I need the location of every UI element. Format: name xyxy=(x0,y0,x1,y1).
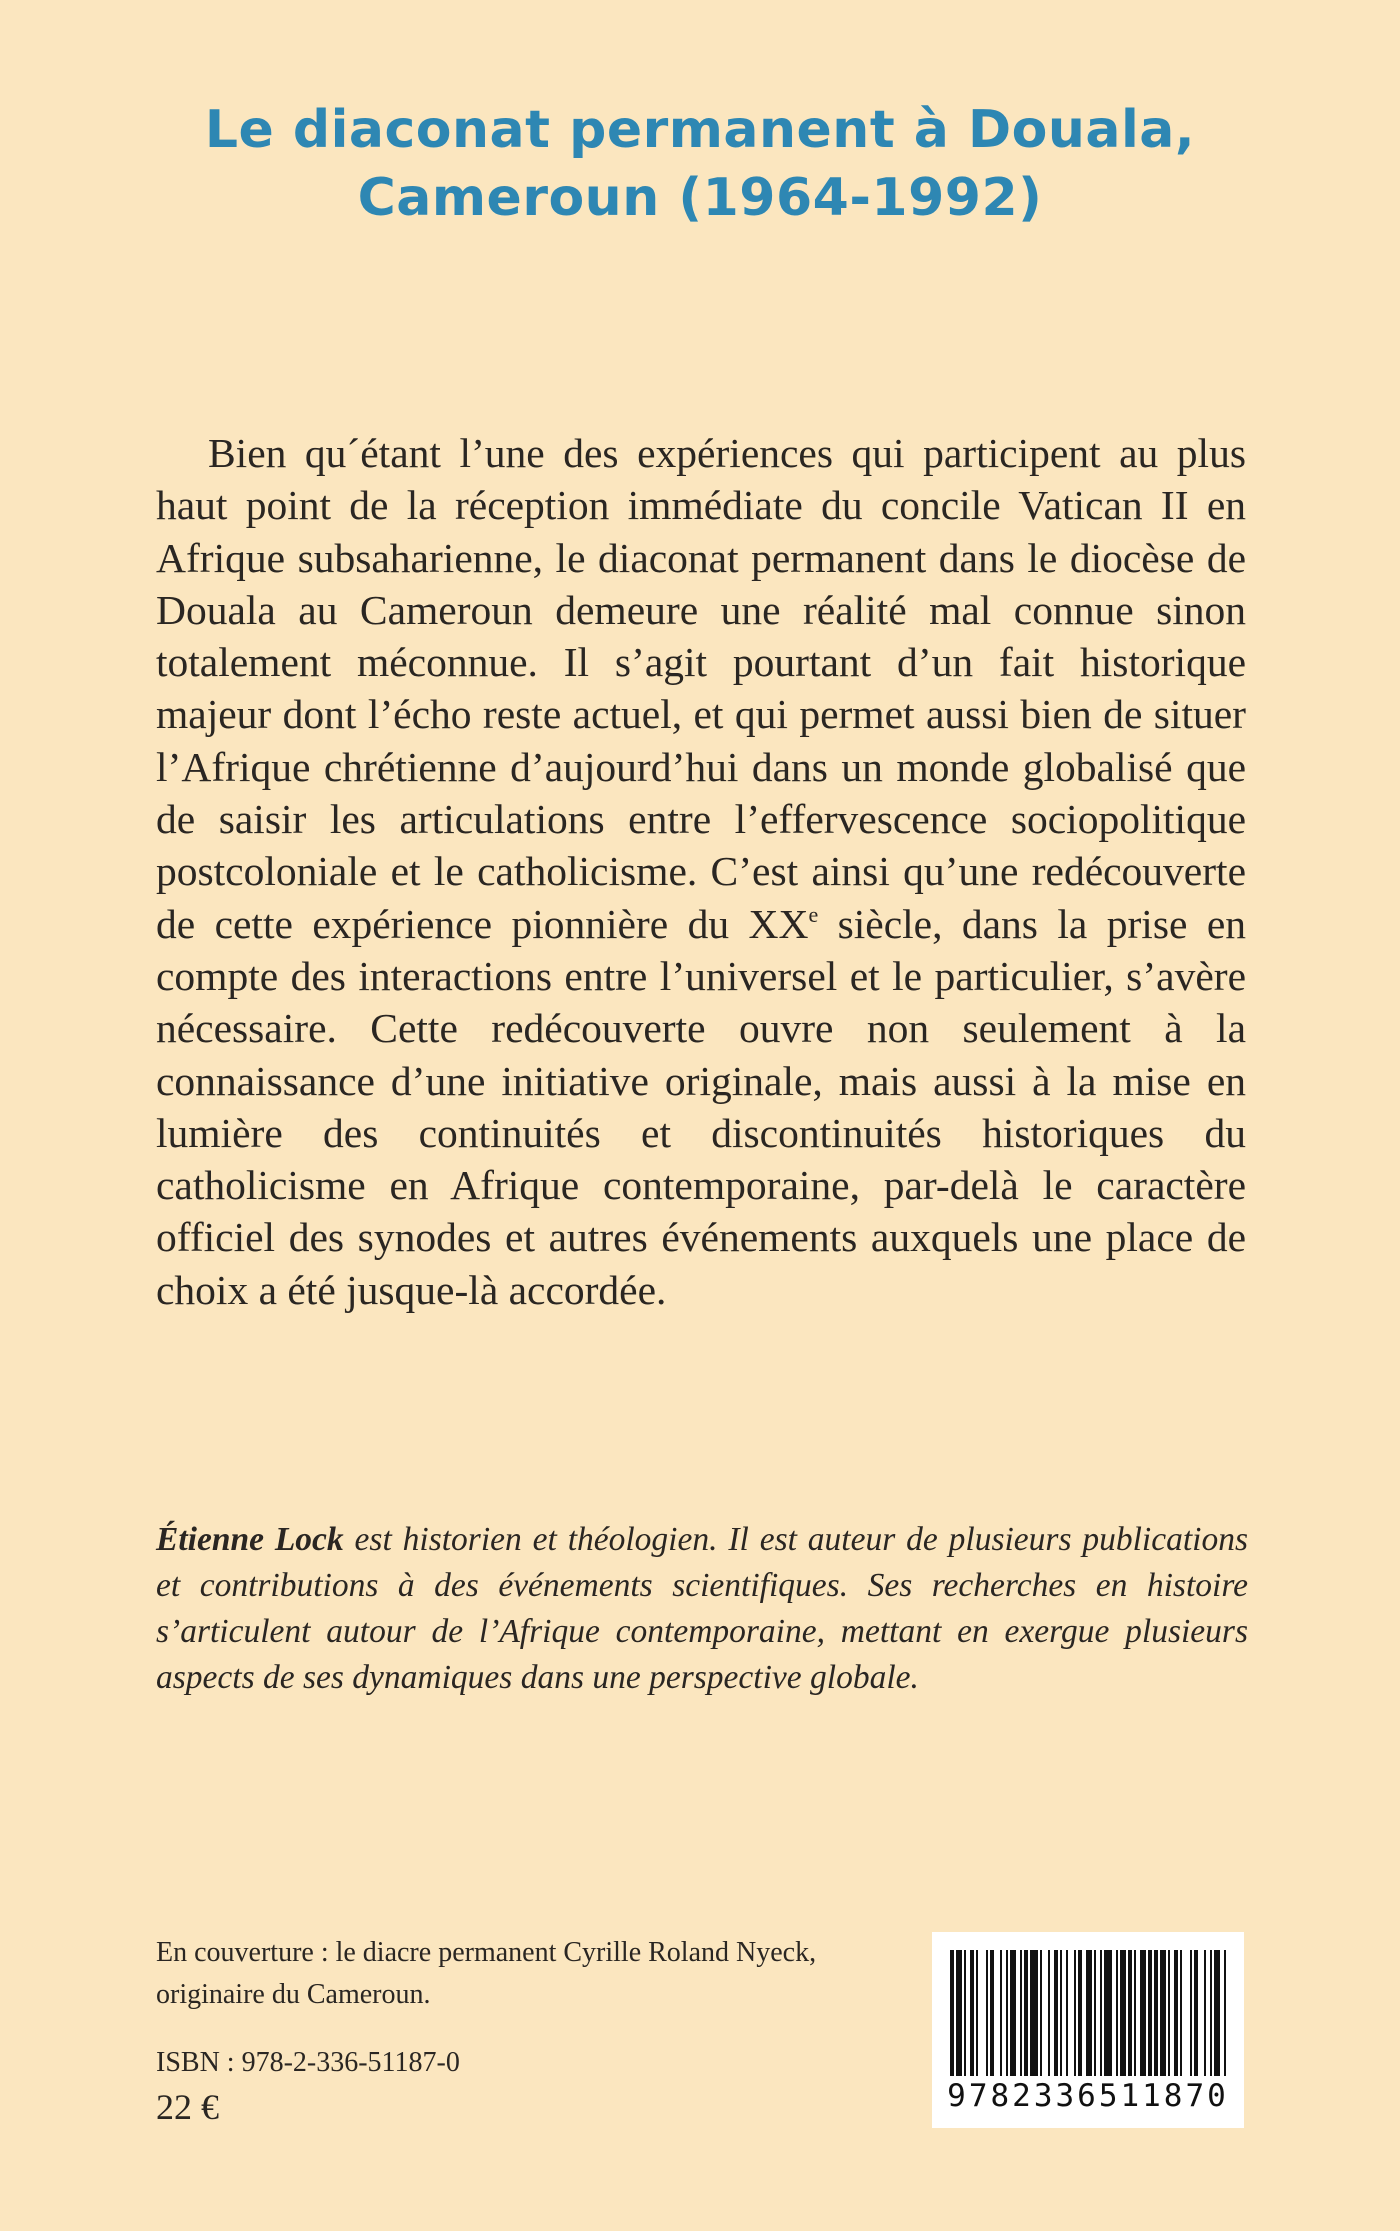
book-title-line-1: Le diaconat permanent à Douala, xyxy=(204,100,1196,160)
back-cover-blurb xyxy=(156,427,1246,1316)
price-text: 22 € xyxy=(156,2087,219,2127)
barcode xyxy=(932,1932,1244,2128)
isbn-text: ISBN : 978-2-336-51187-0 xyxy=(156,2047,460,2078)
cover-credit-line-2: originaire du Cameroun. xyxy=(156,1979,431,2010)
barcode-bars xyxy=(946,1950,1230,2082)
blurb-text-part-2: siècle, dans la prise en compte des interactions entre l’universel et le particulier, s’avère nécessaire. Cette redécouverte ouvre non seulement à la connaissance d’une initiative originale, mais aussi à la mise en lumière des continuités et discontinuités historiques du catholicisme en Afrique contemporaine, par-delà le caractère officiel des synodes et autres événements auxquels une place de choix a été jusque-là accordée. xyxy=(156,900,1246,1313)
blurb-superscript: e xyxy=(808,901,819,927)
blurb-text-part-1: Bien qu´étant l’une des expériences qui participent au plus haut point de la réception immédiate du concile Vatican II en Afrique subsaharienne, le diaconat permanent dans le diocèse de Douala au Cameroun demeure une réalité mal connue sinon totalement méconnue. Il s’agit pourtant d’un fait historique majeur dont l’écho reste actuel, et qui permet aussi bien de situer l’Afrique chrétienne d’aujourd’hui dans un monde globalisé que de saisir les articulations entre l’effervescence sociopolitique postcoloniale et le catholicisme. C’est ainsi qu’une redécouverte de cette expérience pionnière du XX xyxy=(156,430,1246,947)
author-bio xyxy=(156,1517,1248,1701)
cover-credit-line-1: En couverture : le diacre permanent Cyrille Roland Nyeck, xyxy=(156,1937,817,1968)
cover-credit xyxy=(156,1932,916,2016)
book-title xyxy=(0,96,1400,232)
barcode-digits: 9782336511870 xyxy=(947,2078,1229,2114)
book-title-line-2: Cameroun (1964-1992) xyxy=(357,168,1043,228)
author-bio-text: est historien et théologien. Il est auteur de plusieurs publications et contributions à des événements scientifiques. Ses recherches en histoire s’articulent autour de l’Afrique contemporaine, mettant en exergue plusieurs aspects de ses dynamiques dans une perspective globale. xyxy=(156,1521,1248,1696)
author-name: Étienne Lock xyxy=(156,1521,344,1558)
